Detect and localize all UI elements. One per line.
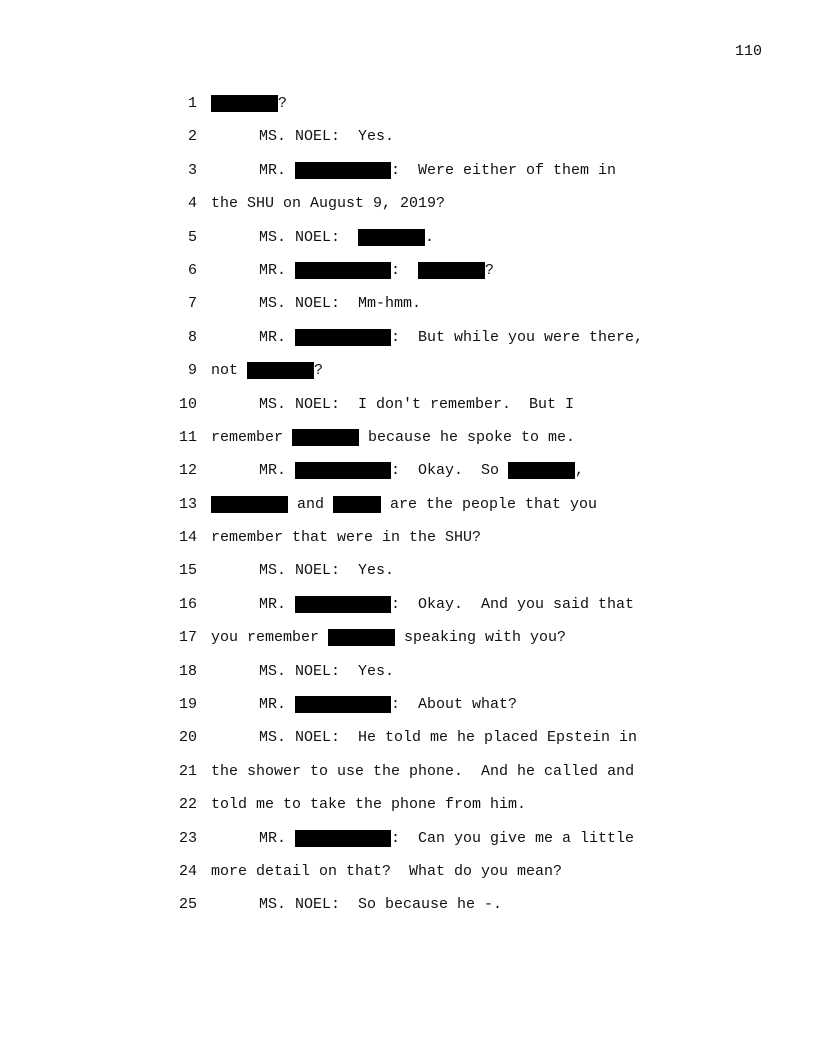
line-number: 15 bbox=[178, 562, 197, 580]
text-segment: you remember bbox=[211, 629, 329, 647]
line-text bbox=[211, 863, 562, 880]
text-segment: not bbox=[211, 362, 248, 380]
line-number: 9 bbox=[187, 362, 197, 380]
line-text bbox=[259, 663, 394, 680]
text-segment: MR. bbox=[259, 829, 296, 847]
text-segment: MR. bbox=[259, 161, 296, 179]
redaction-bar bbox=[295, 329, 391, 346]
redaction-bar bbox=[295, 462, 391, 479]
redaction-bar bbox=[211, 95, 278, 112]
redaction-bar bbox=[211, 496, 288, 513]
text-segment: told me to take the phone from him. bbox=[211, 796, 527, 814]
text-segment: MR. bbox=[259, 595, 296, 613]
text-segment: because he spoke to me. bbox=[359, 428, 576, 446]
text-segment: the SHU on August 9, 2019? bbox=[211, 195, 446, 213]
line-text bbox=[259, 596, 634, 613]
text-segment: MS. NOEL: bbox=[259, 228, 359, 246]
text-segment: and bbox=[288, 495, 334, 513]
text-segment: MS. NOEL: I don't remember. But I bbox=[259, 395, 575, 413]
transcript-line bbox=[0, 329, 816, 362]
line-number: 20 bbox=[178, 729, 197, 747]
redaction-bar bbox=[295, 830, 391, 847]
line-number: 8 bbox=[187, 328, 197, 346]
line-text bbox=[211, 763, 634, 780]
line-text bbox=[259, 830, 634, 847]
redaction-bar bbox=[358, 229, 425, 246]
text-segment: : Okay. And you said that bbox=[391, 595, 635, 613]
transcript-line bbox=[0, 629, 816, 662]
text-segment: the shower to use the phone. And he called and bbox=[211, 762, 635, 780]
line-text bbox=[259, 128, 394, 145]
transcript-line bbox=[0, 596, 816, 629]
page-number: 110 bbox=[734, 43, 762, 60]
text-segment: MS. NOEL: Yes. bbox=[259, 128, 395, 146]
line-text bbox=[259, 229, 434, 246]
line-number: 3 bbox=[187, 161, 197, 179]
line-number: 24 bbox=[178, 862, 197, 880]
transcript-line bbox=[0, 796, 816, 829]
text-segment: MS. NOEL: Yes. bbox=[259, 662, 395, 680]
text-segment: more detail on that? What do you mean? bbox=[211, 862, 563, 880]
transcript-line bbox=[0, 663, 816, 696]
line-number: 5 bbox=[187, 228, 197, 246]
line-text bbox=[211, 629, 566, 646]
transcript-line bbox=[0, 763, 816, 796]
line-text bbox=[259, 396, 574, 413]
transcript-line bbox=[0, 396, 816, 429]
text-segment: MR. bbox=[259, 328, 296, 346]
line-number: 12 bbox=[178, 462, 197, 480]
line-text bbox=[259, 295, 421, 312]
text-segment: remember bbox=[211, 428, 293, 446]
line-number: 10 bbox=[178, 395, 197, 413]
line-text bbox=[259, 462, 584, 479]
transcript-line bbox=[0, 295, 816, 328]
transcript-line bbox=[0, 195, 816, 228]
line-number: 16 bbox=[178, 595, 197, 613]
line-text bbox=[259, 696, 517, 713]
text-segment: MR. bbox=[259, 462, 296, 480]
line-text bbox=[211, 529, 481, 546]
line-text bbox=[211, 362, 323, 379]
transcript-line bbox=[0, 262, 816, 295]
line-number: 13 bbox=[178, 495, 197, 513]
transcript-line bbox=[0, 830, 816, 863]
line-number: 2 bbox=[187, 128, 197, 146]
line-number: 21 bbox=[178, 762, 197, 780]
line-text bbox=[211, 95, 287, 112]
transcript-line bbox=[0, 429, 816, 462]
text-segment: : Can you give me a little bbox=[391, 829, 635, 847]
text-segment: speaking with you? bbox=[395, 629, 567, 647]
redaction-bar bbox=[328, 629, 395, 646]
redaction-bar bbox=[295, 262, 391, 279]
redaction-bar bbox=[295, 596, 391, 613]
text-segment: remember that were in the SHU? bbox=[211, 529, 482, 547]
transcript-line bbox=[0, 863, 816, 896]
line-text bbox=[259, 329, 643, 346]
text-segment: MS. NOEL: So because he -. bbox=[259, 896, 503, 914]
transcript-line bbox=[0, 562, 816, 595]
line-number: 7 bbox=[187, 295, 197, 313]
text-segment: : But while you were there, bbox=[391, 328, 644, 346]
text-segment: MR. bbox=[259, 261, 296, 279]
transcript-lines bbox=[0, 95, 816, 930]
text-segment: : bbox=[391, 261, 419, 279]
transcript-line bbox=[0, 162, 816, 195]
line-text bbox=[259, 262, 494, 279]
text-segment: , bbox=[575, 462, 585, 480]
line-number: 22 bbox=[178, 796, 197, 814]
transcript-line bbox=[0, 696, 816, 729]
line-text bbox=[211, 195, 445, 212]
text-segment: are the people that you bbox=[381, 495, 598, 513]
line-number: 14 bbox=[178, 529, 197, 547]
text-segment: : Were either of them in bbox=[391, 161, 617, 179]
transcript-line bbox=[0, 95, 816, 128]
transcript-line bbox=[0, 729, 816, 762]
text-segment: : About what? bbox=[391, 696, 518, 714]
text-segment: MR. bbox=[259, 696, 296, 714]
line-text bbox=[259, 562, 394, 579]
text-segment: ? bbox=[314, 362, 324, 380]
line-text bbox=[259, 896, 502, 913]
line-text bbox=[259, 162, 616, 179]
transcript-line bbox=[0, 229, 816, 262]
transcript-line bbox=[0, 462, 816, 495]
text-segment: MS. NOEL: Mm-hmm. bbox=[259, 295, 422, 313]
line-text bbox=[259, 729, 637, 746]
redaction-bar bbox=[292, 429, 359, 446]
line-number: 4 bbox=[187, 195, 197, 213]
transcript-line bbox=[0, 496, 816, 529]
redaction-bar bbox=[247, 362, 314, 379]
text-segment: MS. NOEL: He told me he placed Epstein in bbox=[259, 729, 638, 747]
text-segment: . bbox=[425, 228, 435, 246]
line-number: 18 bbox=[178, 662, 197, 680]
line-text bbox=[211, 429, 575, 446]
text-segment: MS. NOEL: Yes. bbox=[259, 562, 395, 580]
line-text bbox=[211, 796, 526, 813]
line-number: 17 bbox=[178, 629, 197, 647]
transcript-line bbox=[0, 128, 816, 161]
line-text bbox=[211, 496, 597, 513]
line-number: 23 bbox=[178, 829, 197, 847]
redaction-bar bbox=[295, 162, 391, 179]
line-number: 1 bbox=[187, 95, 197, 112]
text-segment: ? bbox=[278, 95, 288, 112]
line-number: 19 bbox=[178, 696, 197, 714]
redaction-bar bbox=[418, 262, 485, 279]
redaction-bar bbox=[333, 496, 381, 513]
redaction-bar bbox=[295, 696, 391, 713]
transcript-line bbox=[0, 362, 816, 395]
line-number: 11 bbox=[178, 428, 197, 446]
text-segment: ? bbox=[485, 261, 495, 279]
transcript-line bbox=[0, 529, 816, 562]
redaction-bar bbox=[508, 462, 575, 479]
transcript-line bbox=[0, 896, 816, 929]
text-segment: : Okay. So bbox=[391, 462, 509, 480]
line-number: 6 bbox=[187, 261, 197, 279]
line-number: 25 bbox=[178, 896, 197, 914]
